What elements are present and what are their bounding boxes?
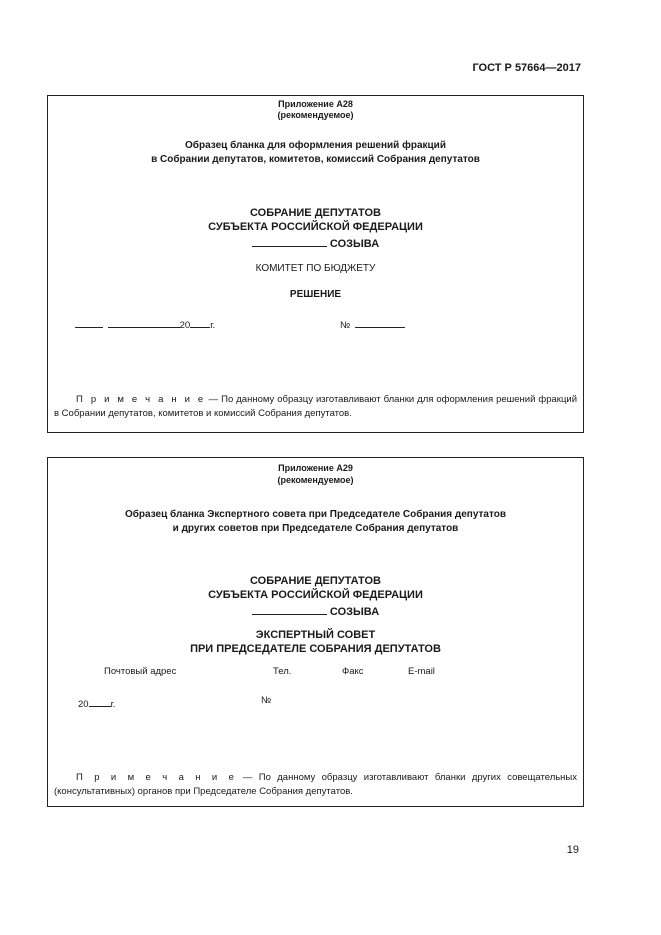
month-blank bbox=[108, 316, 180, 328]
convocation-label: СОЗЫВА bbox=[329, 606, 380, 618]
number-field bbox=[340, 316, 405, 331]
number-sign: № bbox=[261, 695, 272, 706]
day-blank bbox=[75, 316, 103, 328]
note-text: — По данному образцу изготавливают бланки других совещательных (консультативных) органов при Председателе Собрания депутатов. bbox=[54, 772, 578, 797]
year-suffix: г. bbox=[110, 699, 116, 710]
convocation-label: СОЗЫВА bbox=[329, 238, 380, 250]
number-field bbox=[261, 695, 271, 706]
phone-label: Тел. bbox=[273, 666, 292, 677]
appendix-a28-form bbox=[47, 95, 584, 433]
org-name-line2: СУБЪЕКТА РОССИЙСКОЙ ФЕДЕРАЦИИ bbox=[208, 589, 423, 601]
convocation-blank bbox=[252, 603, 327, 615]
org-convocation bbox=[48, 235, 583, 250]
number-blank bbox=[355, 316, 405, 328]
number-sign: № bbox=[340, 320, 351, 331]
page-number: 19 bbox=[566, 844, 579, 856]
form-title-line1: Образец бланка Экспертного совета при Председателе Собрания депутатов bbox=[124, 509, 507, 520]
org-convocation bbox=[48, 603, 583, 618]
council-name-line1: ЭКСПЕРТНЫЙ СОВЕТ bbox=[255, 629, 376, 641]
org-name-line2: СУБЪЕКТА РОССИЙСКОЙ ФЕДЕРАЦИИ bbox=[208, 221, 423, 233]
form-title-line2: в Собрании депутатов, комитетов, комиссий Собрания депутатов bbox=[151, 154, 480, 165]
appendix-title: Приложение А29 bbox=[278, 463, 353, 473]
form-title-line1: Образец бланка для оформления решений фракций bbox=[185, 140, 446, 151]
postal-address-label: Почтовый адрес bbox=[104, 666, 177, 677]
date-field bbox=[75, 316, 215, 331]
year-prefix: 20 bbox=[78, 699, 89, 710]
note bbox=[54, 393, 577, 421]
note bbox=[54, 771, 577, 799]
year-suffix: г. bbox=[210, 320, 216, 331]
year-blank bbox=[89, 695, 111, 707]
standard-code: ГОСТ Р 57664—2017 bbox=[472, 62, 581, 74]
appendix-status: (рекомендуемое) bbox=[277, 110, 354, 120]
org-name-line1: СОБРАНИЕ ДЕПУТАТОВ bbox=[250, 575, 381, 587]
note-text: — По данному образцу изготавливают бланки для оформления решений фракций в Собрании депутатов, комитетов и комиссий Собрания депутатов. bbox=[54, 394, 577, 419]
appendix-title: Приложение А28 bbox=[278, 99, 353, 109]
fax-label: Факс bbox=[342, 666, 364, 677]
year-prefix: 20 bbox=[179, 320, 191, 331]
convocation-blank bbox=[252, 235, 327, 247]
note-label: П р и м е ч а н и е bbox=[76, 772, 237, 783]
email-label: E-mail bbox=[408, 666, 435, 677]
form-title-line2: и других советов при Председателе Собрания депутатов bbox=[172, 523, 459, 534]
year-blank bbox=[190, 316, 210, 328]
appendix-status: (рекомендуемое) bbox=[277, 475, 354, 485]
org-name-line1: СОБРАНИЕ ДЕПУТАТОВ bbox=[250, 207, 381, 219]
document-type: РЕШЕНИЕ bbox=[289, 289, 342, 300]
note-label: П р и м е ч а н и е bbox=[76, 394, 206, 405]
appendix-a29-form bbox=[47, 457, 584, 807]
committee-name: КОМИТЕТ ПО БЮДЖЕТУ bbox=[255, 263, 376, 274]
council-name-line2: ПРИ ПРЕДСЕДАТЕЛЕ СОБРАНИЯ ДЕПУТАТОВ bbox=[190, 643, 441, 655]
date-field bbox=[78, 695, 116, 710]
